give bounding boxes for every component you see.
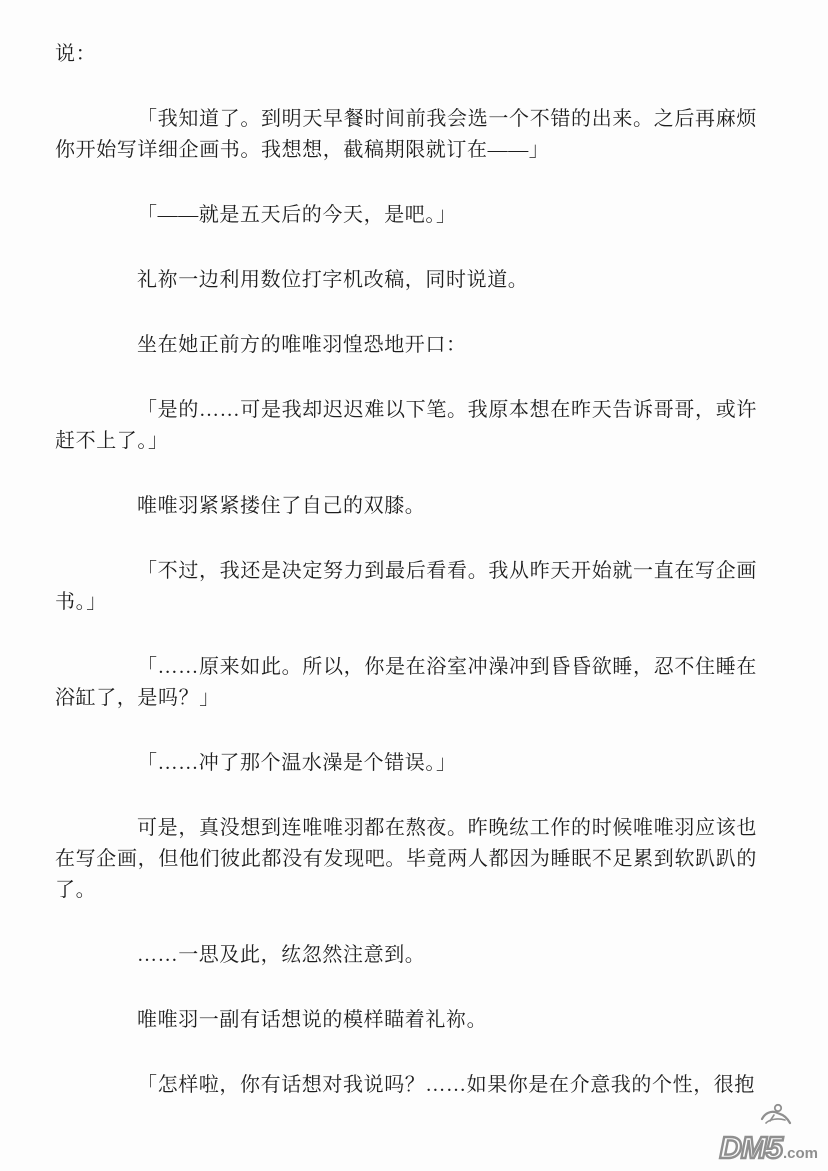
- motorcycle-rider-icon: [754, 1103, 794, 1127]
- paragraph: 「是的……可是我却迟迟难以下笔。我原本想在昨天告诉哥哥，或许赶不上了。」: [55, 399, 757, 452]
- watermark-suffix: .com: [782, 1145, 818, 1162]
- paragraph: 说：: [55, 43, 97, 65]
- dm5-watermark: [720, 1115, 818, 1163]
- paragraph: 「——就是五天后的今天，是吧。」: [137, 204, 457, 226]
- paragraph: 「怎样啦，你有话想对我说吗？……如果你是在介意我的个性，很抱: [137, 1074, 755, 1096]
- paragraph: 「……冲了那个温水澡是个错误。」: [137, 752, 457, 774]
- watermark-text: [720, 1132, 818, 1163]
- paragraph: 唯唯羽紧紧搂住了自己的双膝。: [137, 495, 426, 517]
- paragraph: 「不过，我还是决定努力到最后看看。我从昨天开始就一直在写企画书。」: [55, 560, 757, 613]
- paragraph: ……一思及此，纮忽然注意到。: [137, 944, 426, 966]
- paragraph: 唯唯羽一副有话想说的模样瞄着礼祢。: [137, 1009, 488, 1031]
- paragraph: 坐在她正前方的唯唯羽惶恐地开口：: [137, 334, 467, 356]
- paragraph: 「我知道了。到明天早餐时间前我会选一个不错的出来。之后再麻烦你开始写详细企画书。我想想，截稿期限就订在——」: [55, 108, 757, 161]
- paragraph: 可是，真没想到连唯唯羽都在熬夜。昨晚纮工作的时候唯唯羽应该也在写企画，但他们彼此都没有发现吧。毕竟两人都因为睡眠不足累到软趴趴的了。: [55, 817, 757, 901]
- paragraph: 「……原来如此。所以，你是在浴室冲澡冲到昏昏欲睡，忍不住睡在浴缸了，是吗？」: [55, 656, 757, 709]
- watermark-brand: DM5: [719, 1130, 782, 1165]
- paragraph: 礼祢一边利用数位打字机改稿，同时说道。: [137, 269, 529, 291]
